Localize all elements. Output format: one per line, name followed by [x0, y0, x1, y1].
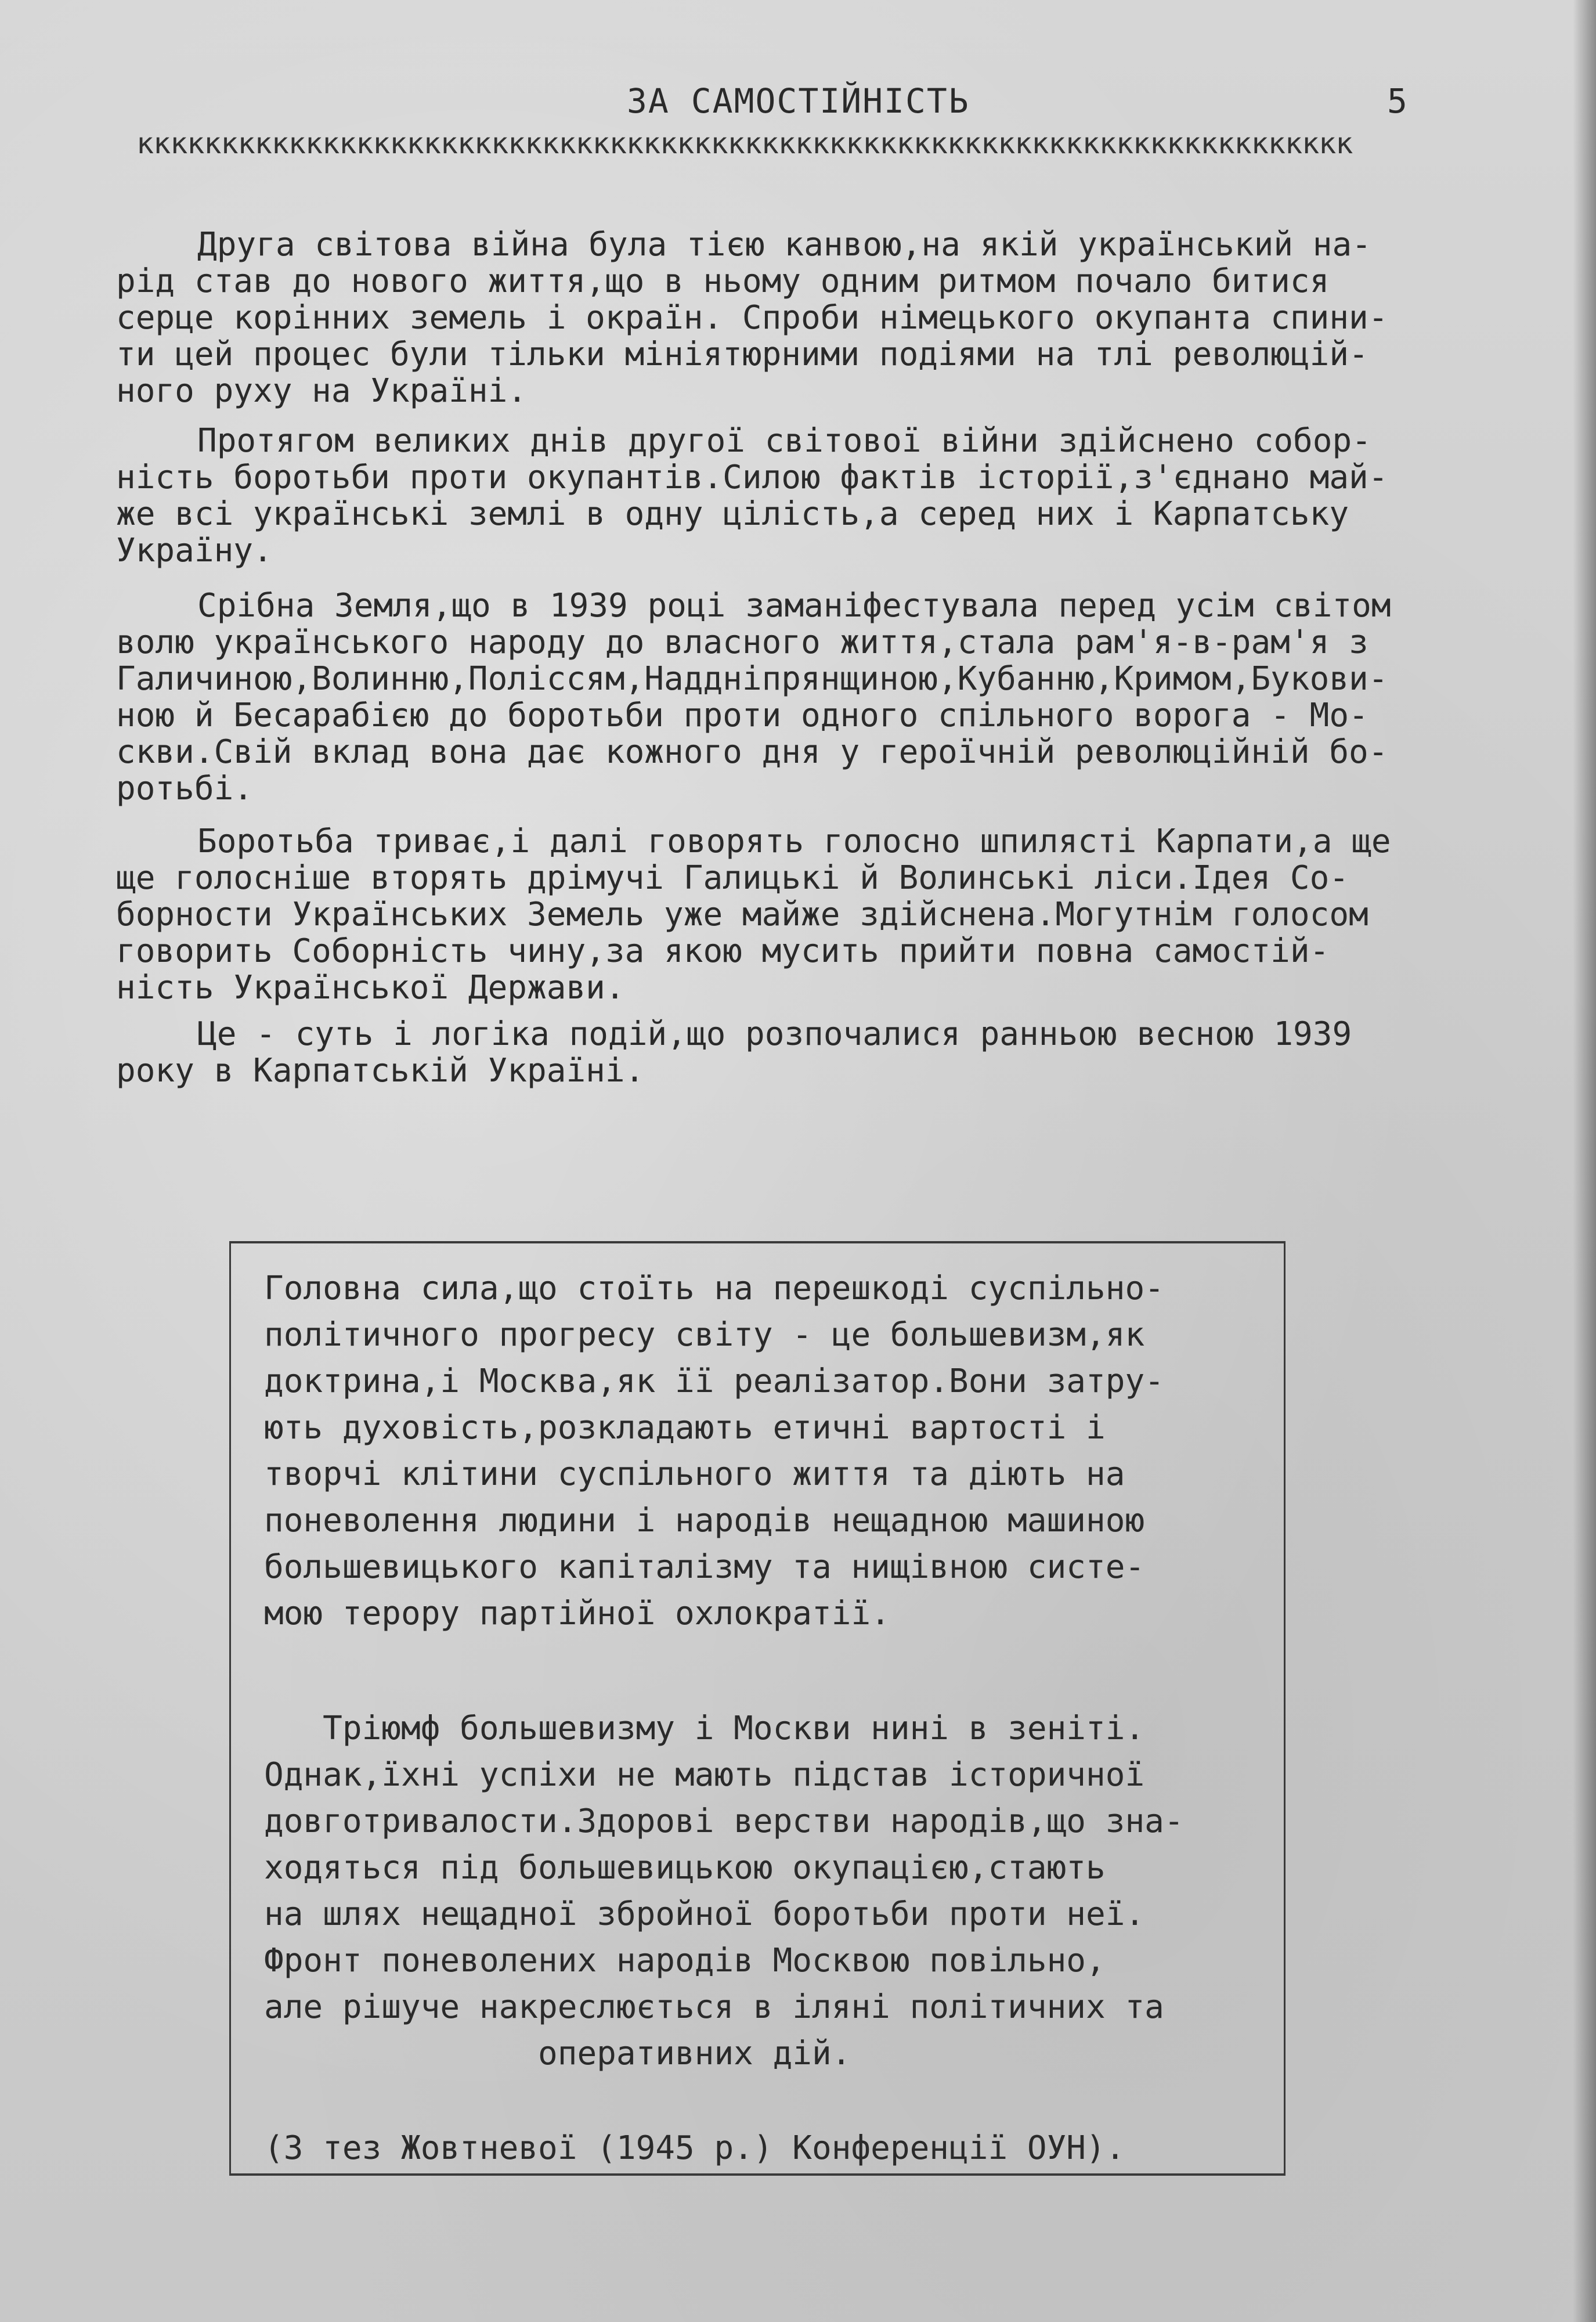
body-paragraph-1 [116, 226, 1497, 410]
typed-separator-rule: кккккккккккккккккккккккккккккккккккккккккккккккккккккккккккккккккккккккк [136, 127, 1353, 160]
quote-line: довготривалости.Здорові верстви народів,що зна- [264, 1802, 1184, 1840]
body-paragraph-2 [116, 422, 1497, 569]
text-line: Боротьба триває,і далі говорять голосно шпилясті Карпати,а ще [197, 823, 1391, 860]
text-line: ність Української Держави. [116, 969, 625, 1007]
quote-line: творчі клітини суспільного життя та діють на [264, 1455, 1125, 1493]
quote-line: Однак,їхні успіхи не мають підстав історичної [264, 1756, 1145, 1794]
text-line: борности Українських Земель уже майже здійснена.Могутнім голосом [116, 896, 1368, 933]
text-line: волю українського народу до власного життя,стала рам'я-в-рам'я з [116, 623, 1368, 661]
page-edge-shadow [1573, 0, 1596, 2322]
text-line: скви.Свій вклад вона дає кожного дня у героїчній революційній бо- [116, 733, 1388, 771]
text-line: року в Карпатській Україні. [116, 1052, 645, 1090]
body-paragraph-5 [116, 1015, 1497, 1090]
text-line: ти цей процес були тільки мініятюрними подіями на тлі революцій- [116, 336, 1368, 373]
text-line: ще голосніше вторять дрімучі Галицькі й Волинські ліси.Ідея Со- [116, 859, 1349, 897]
quote-paragraph-2 [264, 1706, 1286, 2077]
text-line: рід став до нового життя,що в ньому одним ритмом почало битися [116, 262, 1330, 300]
body-paragraph-4 [116, 823, 1497, 1007]
text-line: Україну. [116, 532, 273, 569]
page-header-title: ЗА САМОСТІЙНІСТЬ [627, 81, 970, 121]
text-line: Срібна Земля,що в 1939 році заманіфестувала перед усім світом [197, 587, 1391, 625]
text-line: Галичиною,Волинню,Поліссям,Наддніпрянщиною,Кубанню,Кримом,Букови- [116, 660, 1388, 698]
quote-line: мою терору партійної охлократії. [264, 1595, 890, 1632]
text-line: ного руху на Україні. [116, 372, 528, 410]
quote-line: Тріюмф большевизму і Москви нині в зеніті. [264, 1710, 1145, 1747]
text-line: говорить Соборність чину,за якою мусить прийти повна самостій- [116, 932, 1330, 970]
quote-line: на шлях нещадної збройної боротьби проти неї. [264, 1895, 1145, 1933]
quote-line: ходяться під большевицькою окупацією,стають [264, 1849, 1106, 1887]
quote-line: оперативних дій. [264, 2035, 851, 2072]
quote-source: (З тез Жовтневої (1945 р.) Конференції ОУН). [264, 2129, 1125, 2167]
quote-paragraph-1 [264, 1265, 1286, 1637]
quote-line: ють духовість,розкладають етичні вартості і [264, 1409, 1106, 1447]
body-paragraph-3 [116, 587, 1497, 807]
quote-line: доктрина,і Москва,як її реалізатор.Вони затру- [264, 1362, 1164, 1400]
quote-line: поневолення людини і народів нещадною машиною [264, 1502, 1145, 1539]
page-number: 5 [1387, 81, 1407, 121]
text-line: серце корінних земель і окраїн. Спроби німецького окупанта спини- [116, 299, 1388, 337]
quote-line: большевицького капіталізму та нищівною систе- [264, 1548, 1145, 1586]
text-line: Це - суть і логіка подій,що розпочалися ранньою весною 1939 [197, 1015, 1352, 1053]
text-line: же всі українські землі в одну цілість,а серед них і Карпатську [116, 495, 1349, 533]
quote-line: політичного прогресу світу - це большевизм,як [264, 1316, 1145, 1354]
quote-line: Головна сила,що стоїть на перешкоді суспільно- [264, 1270, 1164, 1307]
text-line: Друга світова війна була тією канвою,на якій український на- [197, 226, 1371, 264]
text-line: Протягом великих днів другої світової війни здійснено собор- [197, 422, 1371, 460]
text-line: ною й Бесарабією до боротьби проти одного спільного ворога - Мо- [116, 697, 1368, 734]
quote-line: але рішуче накреслюється в іляні політичних та [264, 1988, 1164, 2026]
quote-line: Фронт поневолених народів Москвою повільно, [264, 1942, 1106, 1980]
text-line: ротьбі. [116, 770, 254, 807]
text-line: ність боротьби проти окупантів.Силою фактів історії,з'єднано май- [116, 459, 1388, 496]
